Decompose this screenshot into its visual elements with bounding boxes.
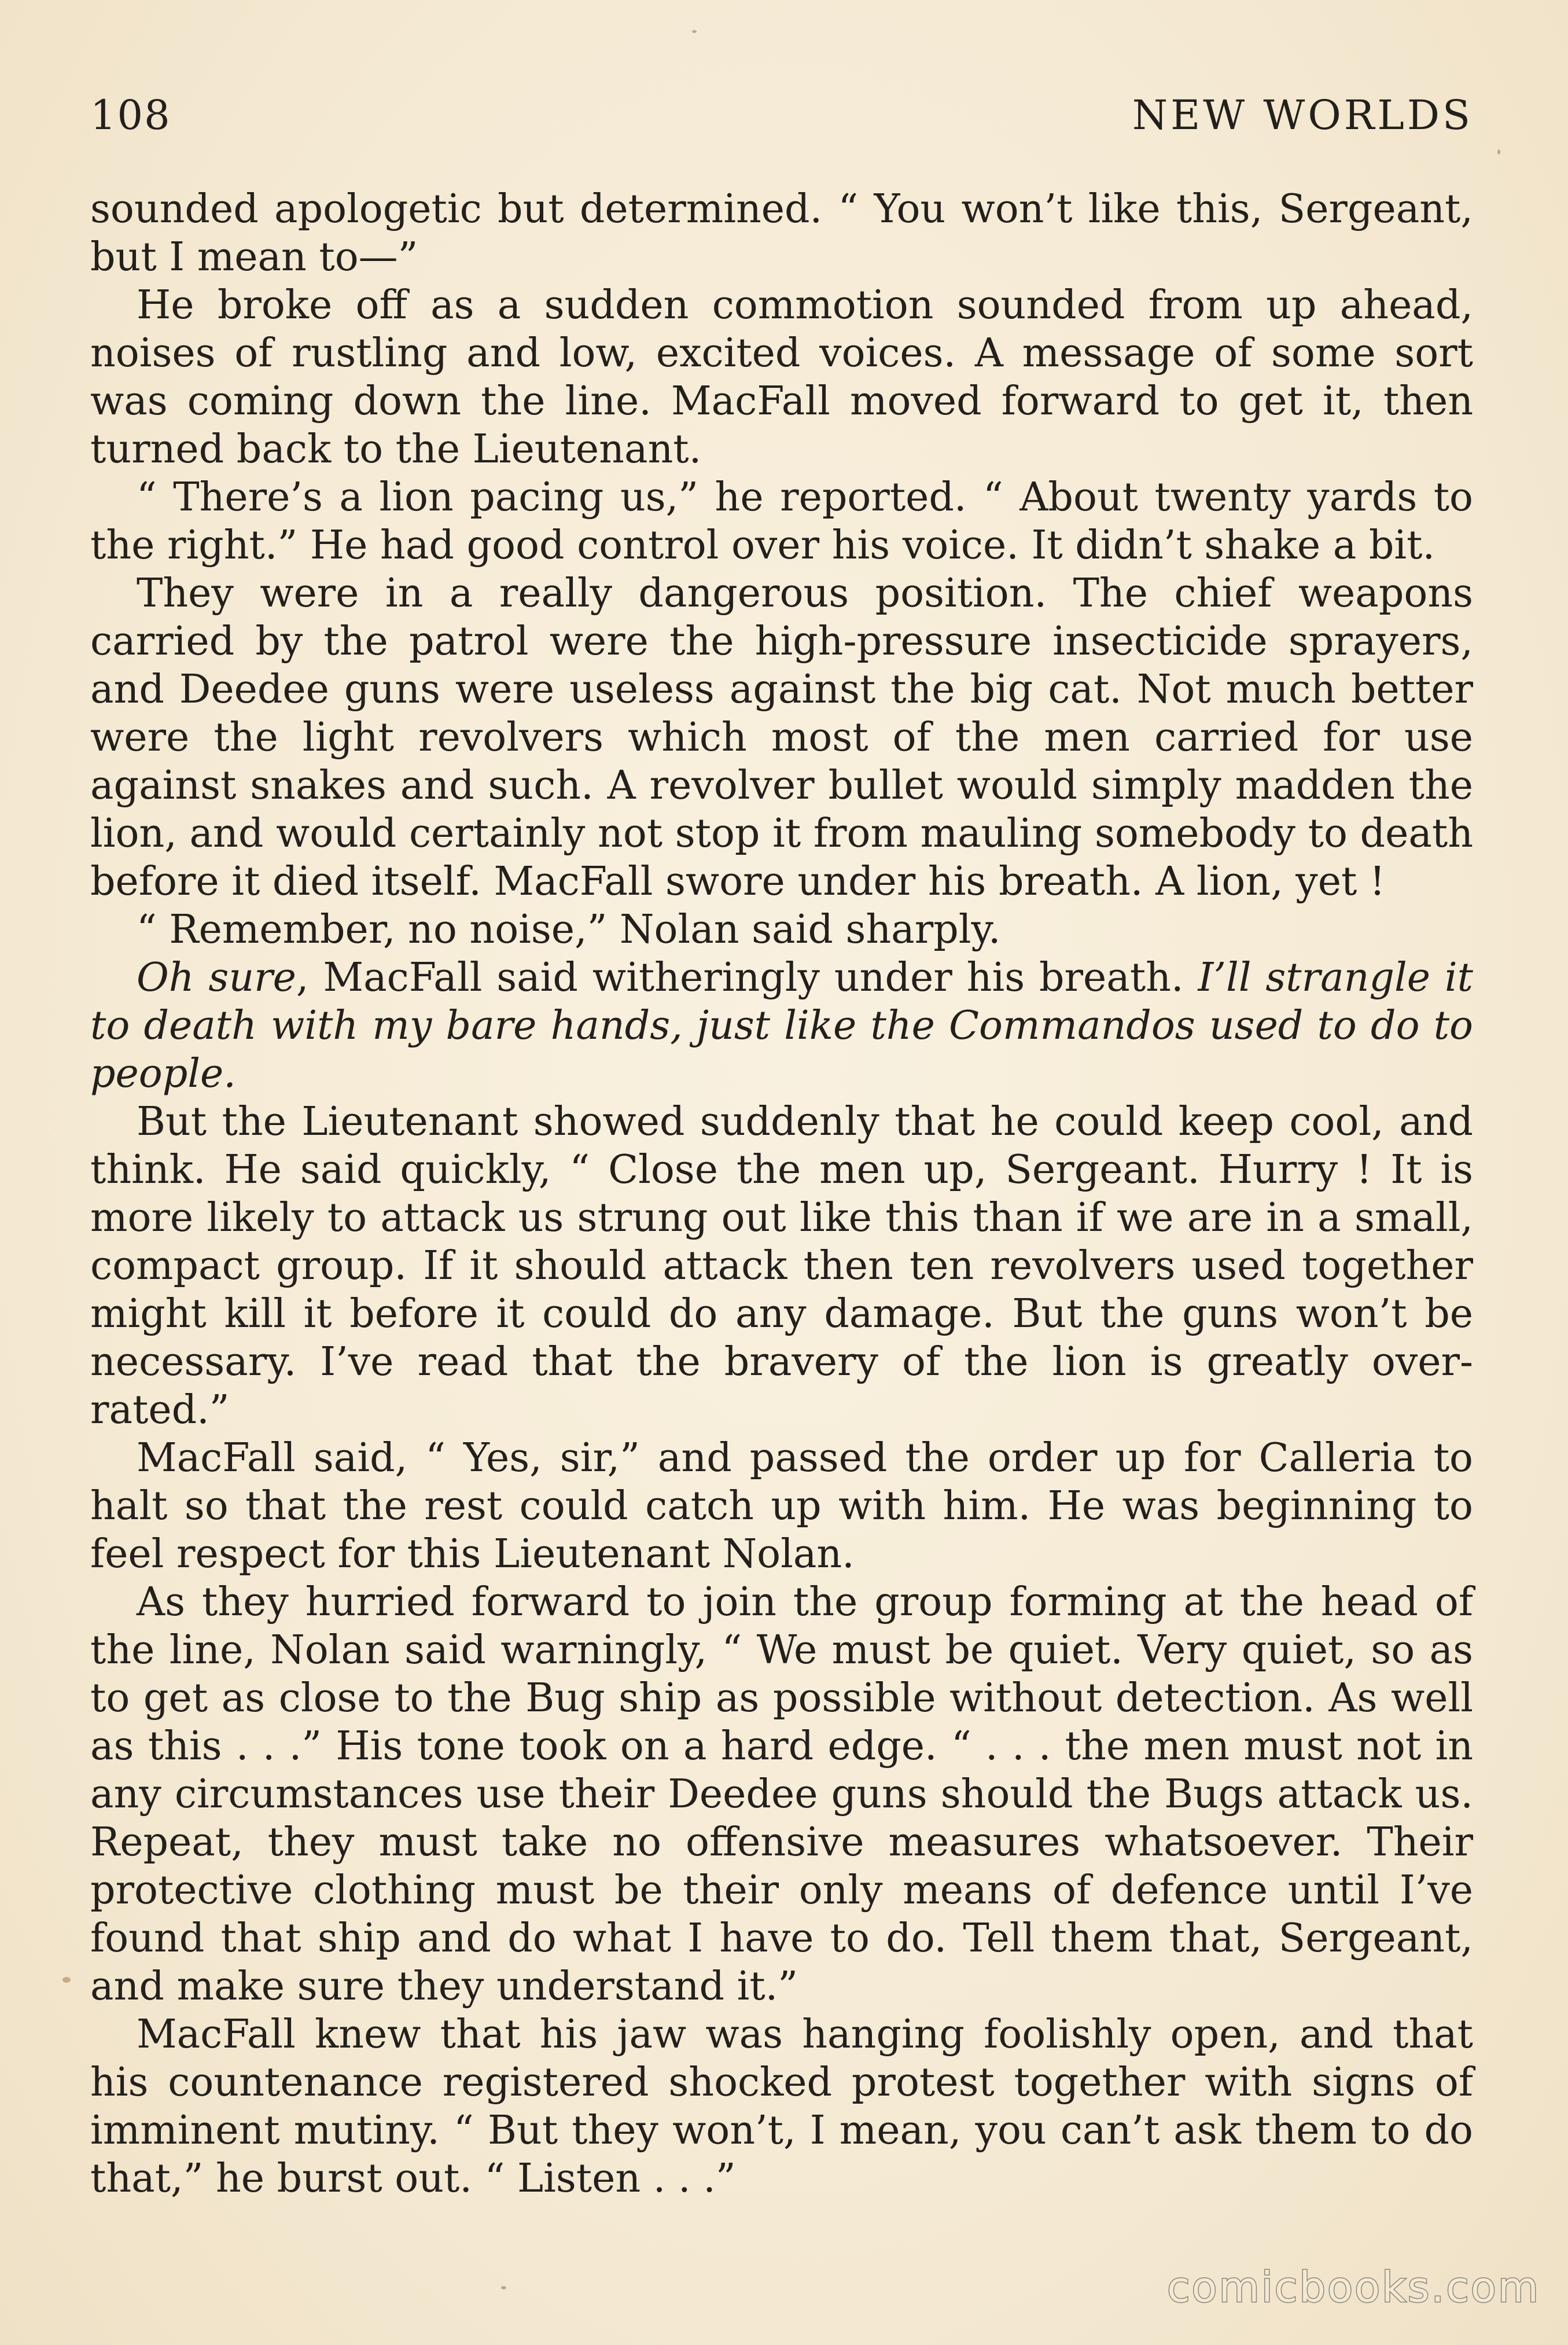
body-text	[90, 185, 1473, 2203]
paragraph	[90, 906, 1473, 954]
paragraph	[90, 569, 1473, 906]
running-title: NEW WORLDS	[1132, 91, 1473, 139]
paragraph	[90, 473, 1473, 569]
paragraph	[90, 2010, 1473, 2203]
text-segment: “ Remember, no noise,” Nolan said sharply.	[137, 907, 1001, 953]
italic-text-segment: Oh sure	[137, 955, 296, 1001]
page-number: 108	[90, 91, 171, 139]
text-segment: He broke off as a sudden commotion sounded from up ahead, noises of rustling and low, excited voices. A message of some sort was coming down the line. MacFall moved forward to get it, then turned back to the Lieutenant.	[90, 282, 1473, 472]
text-segment: As they hurried forward to join the group forming at the head of the line, Nolan said warningly, “ We must be quiet. Very quiet, so as to get as close to the Bug ship as possible without detection. As well as this . . .” His tone took on a hard edge. “ . . . the men must not in any circumstances use their Deedee guns should the Bugs attack us. Repeat, they must take no offensive measures whatsoever. Their protective clothing must be their only means of defence until I’ve found that ship and do what I have to do. Tell them that, Sergeant, and make sure they understand it.”	[90, 1579, 1473, 2009]
watermark: comicbooks.com	[1166, 2263, 1540, 2311]
paragraph	[90, 185, 1473, 281]
text-segment: But the Lieutenant showed suddenly that he could keep cool, and think. He said quickly, “ Close the men up, Sergeant. Hurry ! It is more likely to attack us strung out like this than if we are in a small, compact group. If it should attack then ten revolvers used together might kill it before it could do any damage. But the guns won’t be necessary. I’ve read that the bravery of the lion is greatly over-rated.”	[90, 1099, 1473, 1433]
text-segment: MacFall said, “ Yes, sir,” and passed the order up for Calleria to halt so that the rest could catch up with him. He was beginning to feel respect for this Lieutenant Nolan.	[90, 1435, 1473, 1577]
italic-text-segment: I’ll strangle it to death with my bare hands, just like the Commandos used to do to people.	[90, 955, 1473, 1097]
text-segment: sounded apologetic but determined. “ You won’t like this, Sergeant, but I mean to—”	[90, 186, 1473, 280]
paper-speck	[501, 2286, 506, 2289]
text-segment: They were in a really dangerous position. The chief weapons carried by the patrol were the high-pressure insecticide sprayers, and Deedee guns were useless against the big cat. Not much better were the light revolvers which most of the men carried for use against snakes and such. A revolver bullet would simply madden the lion, and would certainly not stop it from mauling somebody to death before it died itself. MacFall swore under his breath. A lion, yet !	[90, 571, 1473, 905]
paragraph	[90, 1098, 1473, 1434]
text-segment: “ There’s a lion pacing us,” he reported. “ About twenty yards to the right.” He had good control over his voice. It didn’t shake a bit.	[90, 475, 1473, 568]
paper-speck	[692, 30, 697, 33]
text-segment: , MacFall said witheringly under his breath.	[296, 955, 1198, 1001]
page-header	[90, 91, 1473, 149]
paragraph	[90, 954, 1473, 1098]
paragraph	[90, 1434, 1473, 1578]
text-segment: MacFall knew that his jaw was hanging foolishly open, and that his countenance registered shocked protest together with signs of imminent mutiny. “ But they won’t, I mean, you can’t ask them to do that,” he burst out. “ Listen . . .”	[90, 2012, 1473, 2201]
paper-speck	[1497, 149, 1500, 155]
paragraph	[90, 1578, 1473, 2010]
paper-speck	[62, 1977, 71, 1983]
paragraph	[90, 281, 1473, 473]
